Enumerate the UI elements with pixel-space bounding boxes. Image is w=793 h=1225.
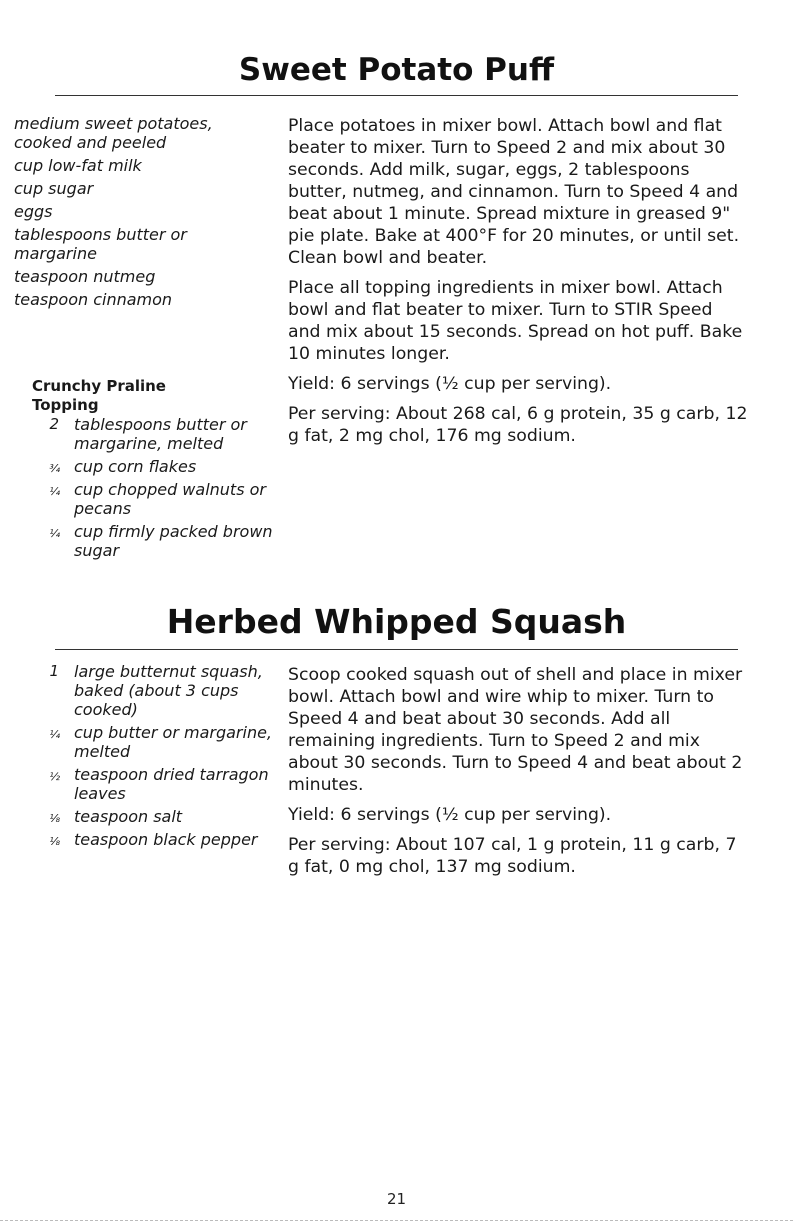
ingredient-text: cup low-fat milk (14, 156, 142, 175)
ingredient-qty: 1 (49, 662, 59, 680)
ingredient-text: cup firmly packed brown sugar (74, 522, 273, 560)
nutrition-line: Per serving: About 268 cal, 6 g protein, 35 g carb, 12 g fat, 2 mg chol, 176 mg sodium. (288, 404, 748, 446)
ingredient-text: cup chopped walnuts or pecans (74, 480, 266, 518)
ingredient-qty: ¼ (49, 485, 59, 498)
ingredient-text: eggs (14, 202, 53, 221)
ingredient-text: tablespoons butter or margarine, melted (74, 415, 247, 453)
yield-line: Yield: 6 servings (½ cup per serving). (288, 805, 612, 825)
method-text (288, 664, 748, 886)
ingredient-text: teaspoon cinnamon (14, 290, 173, 309)
ingredient-item (0, 179, 215, 198)
page-number: 21 (386, 1190, 407, 1208)
title-divider (55, 649, 738, 650)
ingredient-text: cup sugar (14, 179, 94, 198)
ingredient-text: large butternut squash, baked (about 3 cups cooked) (74, 662, 263, 719)
page-edge (0, 1220, 793, 1221)
ingredient-item (45, 522, 275, 560)
ingredient-item (0, 225, 215, 263)
method-paragraph: Place all topping ingredients in mixer bowl. Attach bowl and flat beater to mixer. Turn to STIR Speed and mix about 15 seconds. Spread on hot puff. Bake 10 minutes longer. (288, 278, 743, 364)
topping-heading: Crunchy Praline Topping (32, 377, 166, 414)
method-paragraph: Place potatoes in mixer bowl. Attach bowl and flat beater to mixer. Turn to Speed 2 and mix about 30 seconds. Add milk, sugar, eggs, 2 tablespoons butter, nutmeg, and cinnamon. Turn to Speed 4 and beat about 1 minute. Spread mixture in greased 9" pie plate. Bake at 400°F for 20 minutes, or until set. Clean bowl and beater. (288, 116, 740, 268)
ingredient-item (45, 765, 275, 803)
ingredient-item (0, 202, 215, 221)
ingredient-list (45, 662, 275, 853)
ingredient-qty: 2 (49, 415, 59, 433)
ingredient-item (45, 662, 275, 719)
yield-line: Yield: 6 servings (½ cup per serving). (288, 374, 612, 394)
ingredient-text: teaspoon dried tarragon leaves (74, 765, 269, 803)
ingredient-text: tablespoons butter or margarine (14, 225, 187, 263)
method-paragraph: Scoop cooked squash out of shell and place in mixer bowl. Attach bowl and wire whip to mixer. Turn to Speed 4 and beat about 30 seconds. Add all remaining ingredients. Turn to Speed 2 and mix about 30 seconds. Turn to Speed 4 and beat about 2 minutes. (288, 665, 743, 795)
ingredient-item (0, 267, 215, 286)
ingredient-qty: ½ (49, 770, 59, 783)
ingredient-item (45, 830, 275, 849)
ingredient-item (45, 723, 275, 761)
method-text (288, 115, 748, 455)
ingredient-item (45, 807, 275, 826)
ingredient-item (0, 114, 215, 152)
ingredient-text: medium sweet potatoes, cooked and peeled (14, 114, 213, 152)
topping-ingredient-list (45, 415, 275, 564)
recipe-title: Sweet Potato Puff (238, 52, 555, 88)
ingredient-qty: ⅛ (49, 835, 59, 848)
ingredient-text: cup butter or margarine, melted (74, 723, 273, 761)
ingredient-text: teaspoon salt (74, 807, 183, 826)
ingredient-text: teaspoon black pepper (74, 830, 258, 849)
ingredient-qty: ¾ (49, 462, 59, 475)
ingredient-list (14, 114, 275, 313)
ingredient-item (45, 457, 275, 476)
ingredient-qty: ⅛ (49, 812, 59, 825)
ingredient-item (45, 415, 275, 453)
ingredient-qty: ¼ (49, 728, 59, 741)
nutrition-line: Per serving: About 107 cal, 1 g protein, 11 g carb, 7 g fat, 0 mg chol, 137 mg sodium. (288, 835, 737, 877)
ingredient-item (0, 156, 215, 175)
recipe-title: Herbed Whipped Squash (166, 602, 627, 641)
ingredient-text: cup corn flakes (74, 457, 197, 476)
ingredient-qty: ¼ (49, 527, 59, 540)
ingredient-text: teaspoon nutmeg (14, 267, 156, 286)
title-divider (55, 95, 738, 96)
ingredient-item (0, 290, 215, 309)
ingredient-item (45, 480, 275, 518)
